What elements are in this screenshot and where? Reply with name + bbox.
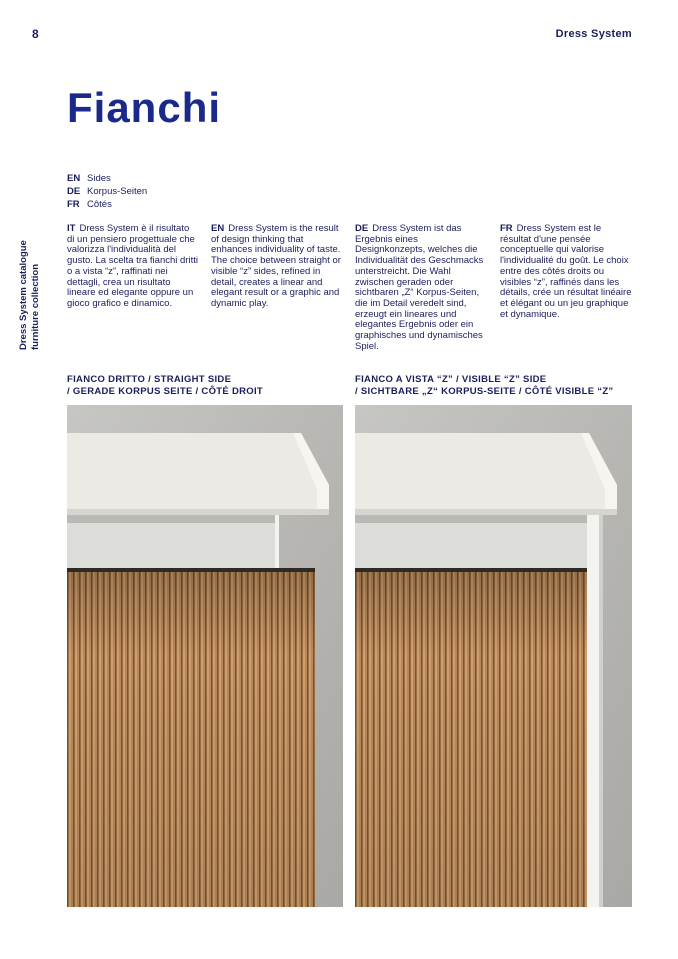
side-label-line1: Dress System catalogue: [18, 240, 29, 350]
side-label-line2: furniture collection: [30, 263, 41, 350]
description-text: Dress System is the result of design thinking that enhances individuality of taste. The choice between straight or visible “z” sides, refined in detail, creates a linear and elegant result or a graphic and dynamic play.: [211, 223, 341, 309]
brand-name: Dress System: [555, 28, 632, 40]
description-fr: [500, 224, 632, 320]
title-translations: [67, 173, 147, 211]
translation-de: [67, 186, 147, 199]
translation-text: Sides: [87, 173, 111, 184]
translation-fr: [67, 199, 147, 212]
description-text: Dress System è il risultato di un pensiero progettuale che valorizza l'individualità del gusto. La scelta tra fianchi dritti o a vista “z”, raffinati nei dettagli, crea un risultato lineare ed elegante oppure un gioco grafico e dinamico.: [67, 223, 198, 309]
description-text: Dress System ist das Ergebnis eines Designkonzepts, welches die Individualität des Geschmacks unterstreicht. Die Wahl zwischen geraden oder sichtbaren „Z“ Korpus-Seiten, die im Detail veredelt sind, erzeugt ein lineares und elegantes Ergebnis oder ein graphisches und dynamisches Spiel.: [355, 223, 484, 352]
translation-text: Côtés: [87, 198, 112, 210]
translation-text: Korpus-Seiten: [87, 185, 148, 197]
visible-z-side-image: [355, 405, 632, 907]
straight-side-image: [67, 405, 343, 907]
description-de: [355, 224, 487, 352]
caption-line2: / GERADE KORPUS SEITE / CÔTÉ DROIT: [67, 386, 263, 397]
side-catalogue-label: [18, 240, 42, 350]
photo-straight-side: [67, 405, 343, 907]
description-text: Dress System est le résultat d'une pensée conceptuelle qui valorise l'individualité du goût. Le choix entre des côtés droits ou visibles “z”, raffinés dans les détails, crée un résultat linéaire et élégant ou un jeu graphique et dynamique.: [500, 223, 632, 320]
page-number: 8: [32, 27, 39, 41]
page-title: Fianchi: [67, 84, 222, 131]
lang-code: EN: [67, 173, 81, 184]
description-en: [211, 224, 343, 310]
lang-code: IT: [67, 223, 76, 234]
lang-code: DE: [355, 223, 369, 234]
caption-visible-z-side: [355, 374, 613, 398]
description-it: [67, 224, 199, 310]
lang-code: FR: [67, 198, 80, 210]
lang-code: FR: [500, 223, 513, 234]
lang-code: EN: [211, 223, 225, 234]
caption-line1: FIANCO A VISTA “Z” / VISIBLE “Z” SIDE: [355, 374, 547, 385]
caption-line1: FIANCO DRITTO / STRAIGHT SIDE: [67, 374, 232, 385]
caption-line2: / SICHTBARE „Z“ KORPUS-SEITE / CÔTÉ VISIBLE “Z”: [355, 386, 614, 397]
lang-code: DE: [67, 185, 81, 197]
photo-visible-z-side: [355, 405, 632, 907]
translation-en: [67, 173, 147, 186]
caption-straight-side: [67, 374, 263, 398]
